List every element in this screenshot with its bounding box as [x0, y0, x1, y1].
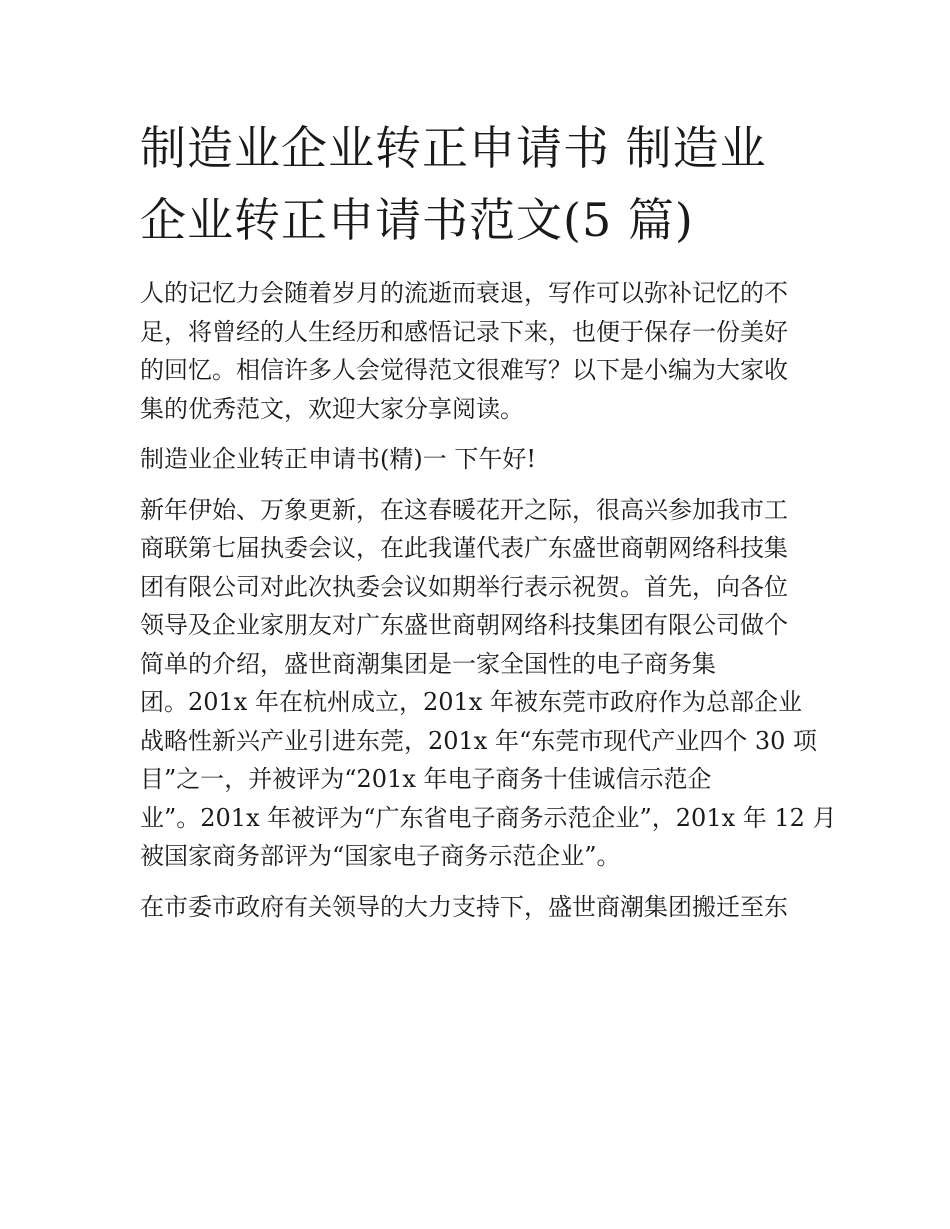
closing-line: 在市委市政府有关领导的大力支持下，盛世商潮集团搬迁至东 — [140, 892, 788, 921]
section-heading — [140, 440, 812, 479]
body-line: 业”。201x 年被评为“广东省电子商务示范企业”，201x 年 12 月 — [140, 803, 837, 832]
body-line: 团。201x 年在杭州成立，201x 年被东莞市政府作为总部企业 — [140, 688, 802, 716]
intro-line: 足，将曾经的人生经历和感悟记录下来，也便于保存一份美好 — [140, 317, 788, 346]
body-line: 团有限公司对此次执委会议如期举行表示祝贺。首先，向各位 — [140, 572, 788, 601]
document-title — [140, 112, 812, 256]
intro-line: 集的优秀范文，欢迎大家分享阅读。 — [140, 394, 524, 423]
intro-line: 人的记忆力会随着岁月的流逝而衰退，写作可以弥补记忆的不 — [140, 279, 788, 307]
document-page — [140, 112, 837, 926]
body-line: 新年伊始、万象更新，在这春暖花开之际，很高兴参加我市工 — [140, 495, 788, 524]
intro-paragraph — [140, 274, 812, 428]
body-line: 商联第七届执委会议，在此我谨代表广东盛世商朝网络科技集 — [140, 534, 788, 562]
body-line: 简单的介绍，盛世商潮集团是一家全国性的电子商务集 — [140, 649, 716, 678]
body-line: 目”之一，并被评为“201x 年电子商务十佳诚信示范企 — [140, 765, 712, 793]
title-line: 企业转正申请书范文(5 篇) — [140, 193, 694, 247]
body-line: 领导及企业家朋友对广东盛世商朝网络科技集团有限公司做个 — [140, 611, 788, 639]
body-paragraph — [140, 491, 837, 876]
closing-paragraph — [140, 888, 812, 927]
title-line: 制造业企业转正申请书 制造业 — [140, 121, 767, 175]
intro-line: 的回忆。相信许多人会觉得范文很难写？以下是小编为大家收 — [140, 356, 788, 384]
section-heading-text: 制造业企业转正申请书(精)一 下午好! — [140, 445, 536, 473]
body-line: 战略性新兴产业引进东莞，201x 年“东莞市现代产业四个 30 项 — [140, 726, 818, 755]
body-line: 被国家商务部评为“国家电子商务示范企业”。 — [140, 842, 621, 870]
